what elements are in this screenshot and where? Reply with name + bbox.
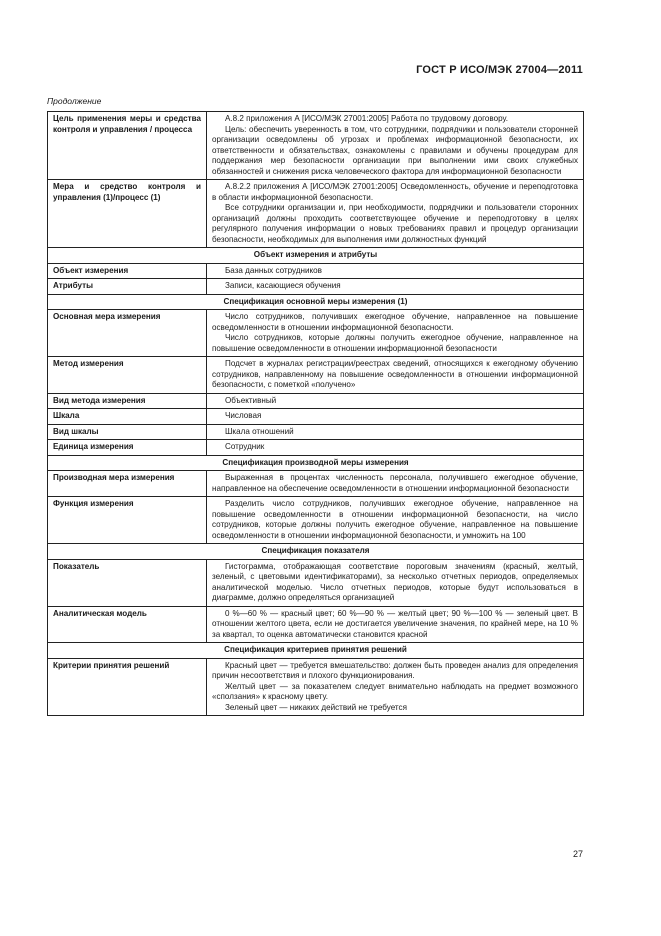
value-paragraph: А.8.2.2 приложения А [ИСО/МЭК 27001:2005] Осведомленность, обучение и переподготовка в области информационной безопасности.	[212, 182, 578, 202]
section-title: Объект измерения и атрибуты	[48, 248, 584, 264]
value-paragraph: Подсчет в журналах регистрации/реестрах сведений, относящихся к ежегодному обучению сотрудников, направленному на повышение осведомленности в отношении информационной безопасности, с пометкой «получено»	[212, 359, 578, 389]
table-row	[48, 263, 584, 279]
value-paragraph: Числовая	[225, 411, 262, 420]
row-label: Производная мера измерения	[48, 471, 207, 497]
row-value	[207, 180, 584, 248]
row-value	[207, 357, 584, 394]
value-paragraph: Красный цвет — требуется вмешательство: должен быть проведен анализ для определения причин несоответствия и плохого функционирования.	[212, 660, 578, 680]
value-paragraph: Число сотрудников, которые должны получить ежегодное обучение, направленное на повышение осведомленности в отношении информационной безопасности	[212, 333, 578, 353]
table-row	[48, 606, 584, 643]
value-paragraph: Цель: обеспечить уверенность в том, что сотрудники, подрядчики и пользователи сторонней организации осведомлены об угрозах и проблемах информационной безопасности, их ответственности и обязательствах, ознакомлены с правилами и обучены процедурам для поддержания мер безопасности организации при выполнении ими своих служебных обязанностей и снижения риска человеческого фактора для информационной безопасности	[212, 124, 578, 176]
row-value	[207, 409, 584, 425]
table-row	[48, 658, 584, 716]
row-value	[207, 497, 584, 544]
table-row	[48, 393, 584, 409]
value-paragraph: База данных сотрудников	[225, 265, 322, 275]
row-label: Аналитическая модель	[48, 606, 207, 643]
row-label: Единица измерения	[48, 440, 207, 456]
section-header-row	[48, 294, 584, 310]
table-row	[48, 310, 584, 357]
row-label: Метод измерения	[48, 357, 207, 394]
specification-table	[47, 111, 584, 716]
table-row	[48, 180, 584, 248]
row-value	[207, 440, 584, 456]
value-paragraph: Число сотрудников, получивших ежегодное обучение, направленное на повышение осведомленности в отношении информационной безопасности.	[212, 312, 578, 332]
section-header-row	[48, 455, 584, 471]
row-label: Вид шкалы	[48, 424, 207, 440]
row-label: Функция измерения	[48, 497, 207, 544]
table-row	[48, 357, 584, 394]
value-paragraph: Гистограмма, отображающая соответствие пороговым значениям (красный, желтый, зеленый, с цветовыми идентификаторами), за несколько отчетных периодов, определяемых аналитической моделью. Число отчетных периодов, которые будут использоваться в диаграмме, должно определяться организацией	[212, 561, 578, 602]
page-number: 27	[572, 849, 583, 859]
row-label: Цель применения меры и средства контроля и управления / процесса	[48, 112, 207, 180]
value-paragraph: Разделить число сотрудников, получивших ежегодное обучение, направленное на повышение осведомленности в отношении информационной безопасности, на число сотрудников, которые должны получить ежегодное обучение, направленное на повышение осведомленности в отношении информационной безопасности, и умножить на 100	[212, 499, 578, 540]
section-title: Спецификация основной меры измерения (1)	[48, 294, 584, 310]
row-value	[207, 393, 584, 409]
row-label: Вид метода измерения	[48, 393, 207, 409]
value-paragraph: Зеленый цвет — никаких действий не требуется	[225, 702, 407, 712]
row-label: Показатель	[48, 559, 207, 606]
row-value	[207, 263, 584, 279]
row-value	[207, 658, 584, 716]
section-header-row	[48, 248, 584, 264]
row-value	[207, 310, 584, 357]
table-row	[48, 559, 584, 606]
table-row	[48, 471, 584, 497]
table-row	[48, 497, 584, 544]
row-value	[207, 112, 584, 180]
document-header: ГОСТ Р ИСО/МЭК 27004—2011	[416, 64, 583, 76]
section-title: Спецификация показателя	[48, 544, 584, 560]
section-title: Спецификация производной меры измерения	[48, 455, 584, 471]
value-paragraph: Сотрудник	[225, 442, 265, 451]
value-paragraph: Шкала отношений	[225, 426, 294, 436]
table-row	[48, 409, 584, 425]
row-label: Критерии принятия решений	[48, 658, 207, 716]
value-paragraph: Желтый цвет — за показателем следует внимательно наблюдать на предмет возможного «сползания» к красному цвету.	[212, 681, 578, 701]
value-paragraph: Объективный	[225, 395, 277, 405]
row-value	[207, 424, 584, 440]
value-paragraph: А.8.2 приложения А [ИСО/МЭК 27001:2005] Работа по трудовому договору.	[225, 114, 508, 123]
row-label: Мера и средство контроля и управления (1)/процесс (1)	[48, 180, 207, 248]
row-label: Атрибуты	[48, 279, 207, 295]
value-paragraph: Выраженная в процентах численность персонала, получившего ежегодное обучение, направленное на обеспечение осведомленности в отношении информационной безопасности	[212, 473, 578, 493]
row-value	[207, 279, 584, 295]
row-label: Основная мера измерения	[48, 310, 207, 357]
row-label: Объект измерения	[48, 263, 207, 279]
row-label: Шкала	[48, 409, 207, 425]
row-value	[207, 471, 584, 497]
section-title: Спецификация критериев принятия решений	[48, 643, 584, 659]
table-row	[48, 279, 584, 295]
continuation-label: Продолжение	[47, 96, 102, 106]
value-paragraph: Все сотрудники организации и, при необходимости, подрядчики и пользователи сторонних организаций должны проходить соответствующее обучение и переподготовку в целях регулярного получения информации о новых требованиях правил и процедур организации безопасности, необходимых для выполнения ими должностных функций	[212, 203, 578, 244]
section-header-row	[48, 643, 584, 659]
table-row	[48, 440, 584, 456]
value-paragraph: Записи, касающиеся обучения	[225, 281, 341, 290]
value-paragraph: 0 %—60 % — красный цвет; 60 %—90 % — желтый цвет; 90 %—100 % — зеленый цвет. В отношении желтого цвета, если не достигается увеличение значения, по крайней мере, на 10 % за квартал, то оценка автоматически становится красной	[212, 608, 578, 639]
row-value	[207, 606, 584, 643]
table-row	[48, 112, 584, 180]
table-row	[48, 424, 584, 440]
row-value	[207, 559, 584, 606]
section-header-row	[48, 544, 584, 560]
